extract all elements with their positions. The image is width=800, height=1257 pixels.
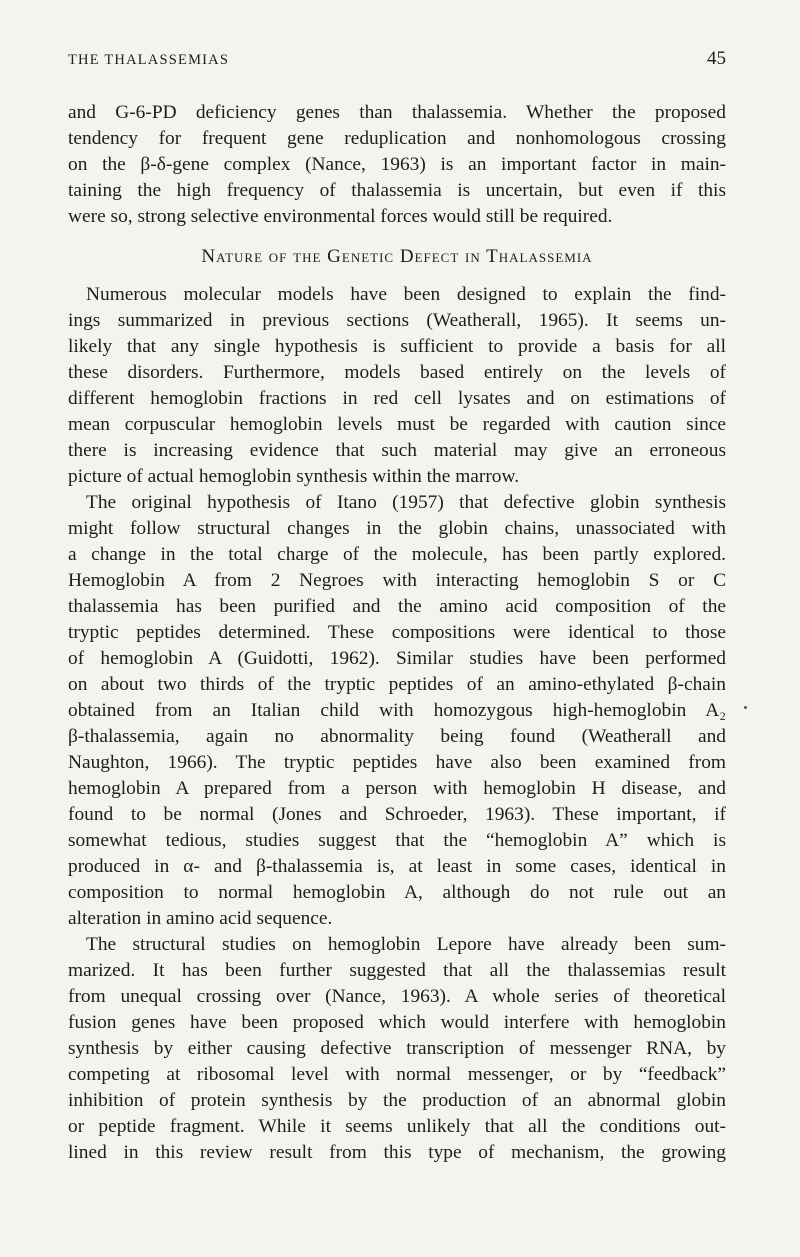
- text-line: found to be normal (Jones and Schroeder, 1963). These important, if: [68, 804, 726, 825]
- text-line: marized. It has been further suggested that all the thalassemias result: [68, 960, 726, 981]
- text-line: there is increasing evidence that such material may give an erroneous: [68, 440, 726, 461]
- text-line: tryptic peptides determined. These compositions were identical to those: [68, 622, 726, 643]
- section-heading: Nature of the Genetic Defect in Thalassemia: [201, 246, 593, 267]
- text-line: The original hypothesis of Itano (1957) that defective globin synthesis: [86, 492, 726, 513]
- text-line: Hemoglobin A from 2 Negroes with interacting hemoglobin S or C: [68, 570, 726, 591]
- text-line: tendency for frequent gene reduplication and nonhomologous crossing: [68, 128, 726, 149]
- text-line: composition to normal hemoglobin A, although do not rule out an: [68, 882, 726, 903]
- text-line: ings summarized in previous sections (Weatherall, 1965). It seems un-: [68, 310, 726, 331]
- margin-dot: [744, 706, 747, 709]
- text-line: competing at ribosomal level with normal messenger, or by “feedback”: [68, 1064, 726, 1085]
- text-line: Numerous molecular models have been designed to explain the find-: [86, 284, 726, 305]
- text-line: picture of actual hemoglobin synthesis within the marrow.: [68, 466, 520, 487]
- text-line: likely that any single hypothesis is sufficient to provide a basis for all: [68, 336, 726, 357]
- text-line: alteration in amino acid sequence.: [68, 908, 333, 929]
- text-line: a change in the total charge of the molecule, has been partly explored.: [68, 544, 726, 565]
- text-line: on about two thirds of the tryptic peptides of an amino-ethylated β-chain: [68, 674, 726, 695]
- text-line: The structural studies on hemoglobin Lepore have already been sum-: [86, 934, 726, 955]
- text-line: taining the high frequency of thalassemia is uncertain, but even if this: [68, 180, 726, 201]
- paragraph-2: [68, 282, 726, 490]
- text-line: were so, strong selective environmental forces would still be required.: [68, 206, 613, 227]
- text-line: on the β-δ-gene complex (Nance, 1963) is an important factor in main-: [68, 154, 726, 175]
- text-line: somewhat tedious, studies suggest that the “hemoglobin A” which is: [68, 830, 726, 851]
- text-line: these disorders. Furthermore, models based entirely on the levels of: [68, 362, 726, 383]
- text-line: mean corpuscular hemoglobin levels must be regarded with caution since: [68, 414, 726, 435]
- text-line: might follow structural changes in the globin chains, unassociated with: [68, 518, 726, 539]
- text-line: different hemoglobin fractions in red cell lysates and on estimations of: [68, 388, 726, 409]
- running-head: [68, 48, 726, 74]
- text-line: produced in α- and β-thalassemia is, at least in some cases, identical in: [68, 856, 726, 877]
- paragraph-1: [68, 100, 726, 230]
- paragraph-3: [68, 490, 726, 932]
- text-line: Naughton, 1966). The tryptic peptides have also been examined from: [68, 752, 726, 773]
- page-number: 45: [707, 48, 726, 69]
- paragraph-4: [68, 932, 726, 1166]
- text-line: thalassemia has been purified and the amino acid composition of the: [68, 596, 726, 617]
- text-line: synthesis by either causing defective transcription of messenger RNA, by: [68, 1038, 726, 1059]
- text-line: fusion genes have been proposed which would interfere with hemoglobin: [68, 1012, 726, 1033]
- text-line: β-thalassemia, again no abnormality being found (Weatherall and: [68, 726, 726, 747]
- text-line: lined in this review result from this type of mechanism, the growing: [68, 1142, 726, 1163]
- text-line: hemoglobin A prepared from a person with hemoglobin H disease, and: [68, 778, 726, 799]
- text-line: inhibition of protein synthesis by the production of an abnormal globin: [68, 1090, 726, 1111]
- text-line: and G-6-PD deficiency genes than thalassemia. Whether the proposed: [68, 102, 726, 123]
- running-title: THE THALASSEMIAS: [68, 52, 230, 68]
- text-line: from unequal crossing over (Nance, 1963). A whole series of theoretical: [68, 986, 726, 1007]
- text-line: of hemoglobin A (Guidotti, 1962). Similar studies have been performed: [68, 648, 726, 669]
- text-line: obtained from an Italian child with homozygous high-hemoglobin A₂: [68, 700, 726, 721]
- text-line: or peptide fragment. While it seems unlikely that all the conditions out-: [68, 1116, 726, 1137]
